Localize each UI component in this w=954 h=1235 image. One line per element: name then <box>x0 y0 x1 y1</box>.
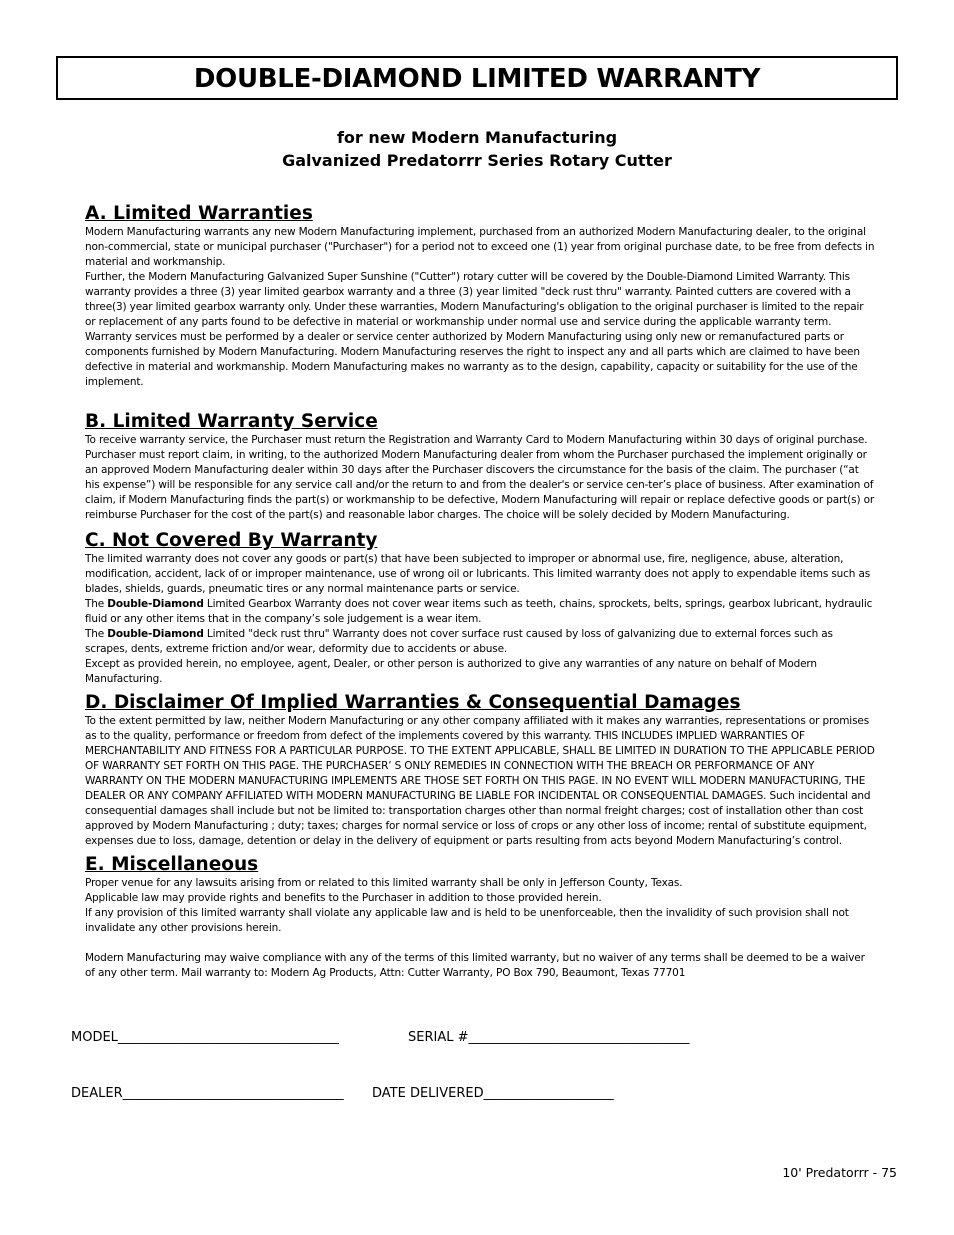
paragraph-e3: If any provision of this limited warranty shall violate any applicable law and is held to be unenforceable, then the invalidity of such provision shall not invalidate any other provisions herein. <box>85 907 849 934</box>
paragraph-e4: Modern Manufacturing may waive compliance with any of the terms of this limited warranty, but no waiver of any terms shall be deemed to be a waiver of any other term. Mail warranty to: Modern Ag Products, Attn: Cutter Warranty, PO Box 790, Beaumont, Texas 77701 <box>85 952 865 979</box>
section-limited-warranty-service <box>85 410 875 523</box>
section-disclaimer <box>85 691 875 849</box>
subtitle-line-1: for new Modern Manufacturing <box>336 128 618 147</box>
paragraph-c4: Except as provided herein, no employee, agent, Dealer, or other person is authorized to give any warranties of any nature on behalf of Modern Manufacturing. <box>85 658 817 685</box>
paragraph-c3-pre: The <box>85 628 108 640</box>
paragraph-c2 <box>85 597 875 627</box>
warranty-content <box>85 202 875 981</box>
page-title: DOUBLE-DIAMOND LIMITED WARRANTY <box>193 64 761 94</box>
model-field[interactable]: MODEL__________________________________ <box>71 1030 339 1045</box>
paragraph-a2: Further, the Modern Manufacturing Galvanized Super Sunshine ("Cutter") rotary cutter will be covered by the Double-Diamond Limited Warranty. This warranty provides a three (3) year limited gearbox warranty and a three (3) year limited "deck rust thru" warranty. Painted cutters are covered with a three(3) year limited gearbox warranty only. Under these warranties, Modern Manufacturing's obligation to the original purchaser is limited to the repair or replacement of any parts found to be defective in material or workmanship under normal use and service during the applicable warranty term. Warranty services must be performed by a dealer or service center authorized by Modern Manufacturing using only new or remanufactured parts or components furnished by Modern Manufacturing. Modern Manufacturing reserves the right to inspect any and all parts which are claimed to have been defective in material and workmanship. Modern Manufacturing makes no warranty as to the design, capability, capacity or suitability for the use of the implement. <box>85 271 864 388</box>
date-delivered-field[interactable]: DATE DELIVERED____________________ <box>372 1086 614 1101</box>
section-miscellaneous <box>85 853 875 981</box>
section-heading-b: B. Limited Warranty Service <box>85 411 378 432</box>
section-limited-warranties <box>85 202 875 390</box>
paragraph-e1: Proper venue for any lawsuits arising from or related to this limited warranty shall be only in Jefferson County, Texas. <box>85 877 683 889</box>
paragraph-c3 <box>85 627 875 657</box>
title-box <box>56 56 898 100</box>
page-footer: 10' Predatorrr - 75 <box>782 1165 897 1180</box>
paragraph-d1: To the extent permitted by law, neither Modern Manufacturing or any other company affiliated with it makes any warranties, representations or promises as to the quality, performance or freedom from defect of the implements covered by this warranty. THIS INCLUDES IMPLIED WARRANTIES OF MERCHANTABILITY AND FITNESS FOR A PARTICULAR PURPOSE. TO THE EXTENT APPLICABLE, SHALL BE LIMITED IN DURATION TO THE APPLICABLE PERIOD OF WARRANTY SET FORTH ON THIS PAGE. THE PURCHASER’ S ONLY REMEDIES IN CONNECTION WITH THE BREACH OR PERFORMANCE OF ANY WARRANTY ON THE MODERN MANUFACTURING IMPLEMENTS ARE THOSE SET FORTH ON THIS PAGE. IN NO EVENT WILL MODERN MANUFACTURING, THE DEALER OR ANY COMPANY AFFILIATED WITH MODERN MANUFACTURING BE LIABLE FOR INCIDENTAL OR CONSEQUENTIAL DAMAGES. Such incidental and consequential damages shall include but not be limited to: transportation charges other than normal freight charges; cost of installation other than cost approved by Modern Manufacturing ; duty; taxes; charges for normal service or loss of crops or any other loss of income; rental of substitute equipment, expenses due to loss, damage, detention or delay in the delivery of equipment or parts resulting from acts beyond Modern Manufacturing’s control. <box>85 715 875 847</box>
section-heading-d: D. Disclaimer Of Implied Warranties & Consequential Damages <box>85 692 741 713</box>
section-heading-a: A. Limited Warranties <box>85 203 313 224</box>
paragraph-c2-pre: The <box>85 598 108 610</box>
paragraph-c3-bold: Double-Diamond <box>107 628 204 640</box>
paragraph-c2-post: Limited Gearbox Warranty does not cover wear items such as teeth, chains, sprockets, belts, springs, gearbox lubricant, hydraulic fluid or any other items that in the company’s sole judgement is a wear item. <box>85 598 873 625</box>
section-heading-e: E. Miscellaneous <box>85 854 259 875</box>
paragraph-c1: The limited warranty does not cover any goods or part(s) that have been subjected to improper or abnormal use, fire, negligence, abuse, alteration, modification, accident, lack of or improper maintenance, use of wrong oil or lubricants. This limited warranty does not apply to expendable items such as blades, shields, guards, pneumatic tires or any normal maintenance parts or service. <box>85 553 871 595</box>
paragraph-a1: Modern Manufacturing warrants any new Modern Manufacturing implement, purchased from an authorized Modern Manufacturing dealer, to the original non-commercial, state or municipal purchaser ("Purchaser") for a period not to exceed one (1) year from original purchase date, to be free from defects in material and workmanship. <box>85 226 875 268</box>
dealer-field[interactable]: DEALER__________________________________ <box>71 1086 344 1101</box>
section-heading-c: C. Not Covered By Warranty <box>85 530 378 551</box>
serial-field[interactable]: SERIAL #__________________________________ <box>408 1030 690 1045</box>
paragraph-c2-bold: Double-Diamond <box>107 598 204 610</box>
paragraph-e2: Applicable law may provide rights and benefits to the Purchaser in addition to those provided herein. <box>85 892 602 904</box>
paragraph-c3-post: Limited "deck rust thru" Warranty does not cover surface rust caused by loss of galvanizing due to external forces such as scrapes, dents, extreme friction and/or wear, deformity due to accidents or abuse. <box>85 628 833 655</box>
paragraph-b1: To receive warranty service, the Purchaser must return the Registration and Warranty Card to Modern Manufacturing within 30 days of original purchase. Purchaser must report claim, in writing, to the authorized Modern Manufacturing dealer from whom the Purchaser purchased the implement originally or an approved Modern Manufacturing dealer within 30 days after the Purchaser discovers the circumstance for the basis of the claim. The purchaser (“at his expense”) will be responsible for any service call and/or the return to and from the dealer's or service cen-ter’s place of business. After examination of claim, if Modern Manufacturing finds the part(s) or workmanship to be defective, Modern Manufacturing will repair or replace defective goods or part(s) or reimburse Purchaser for the cost of the part(s) and reasonable labor charges. The choice will be solely decided by Modern Manufacturing. <box>85 434 875 521</box>
section-not-covered <box>85 529 875 687</box>
spacer <box>85 936 875 951</box>
subtitle-line-2: Galvanized Predatorrr Series Rotary Cutter <box>282 151 672 170</box>
